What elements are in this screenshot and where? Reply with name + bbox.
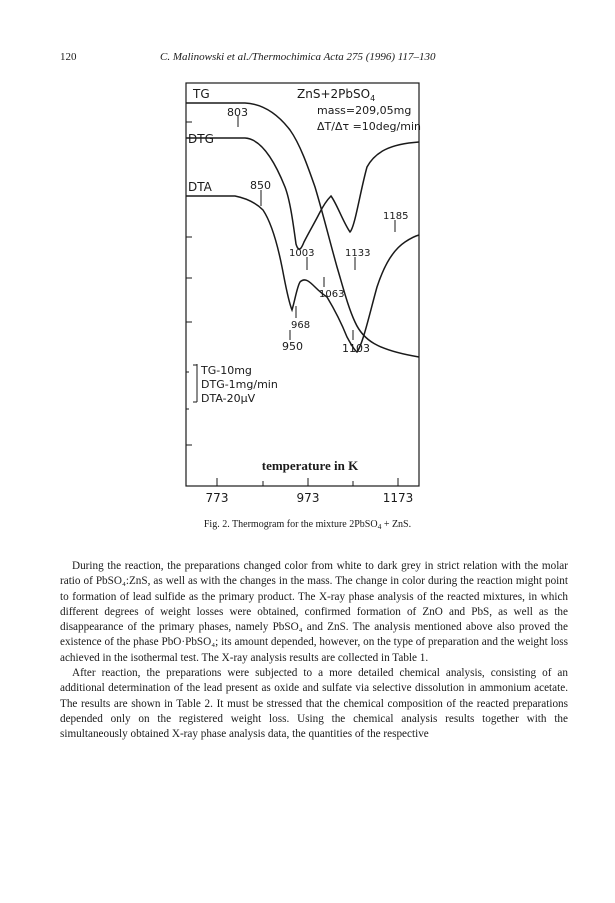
annotation-1103: 1103	[342, 342, 370, 355]
thermogram-svg	[185, 82, 423, 510]
paragraph: After reaction, the preparations were subjected to a more detailed chemical analysis, consisting of an additional determination of the lead present as oxide and sulfate via selective dissolution in ammonium acetate. The results are shown in Table 2. It must be stressed that the chemical composition of the reacted preparations depended only on the registered weight loss. Using the chemical analysis results together with the simultaneously obtained X-ray phase analysis data, the quantities of the respective	[60, 667, 568, 741]
tg-curve	[186, 103, 419, 357]
rate-label: ΔT/Δτ =10deg/min	[317, 120, 421, 133]
annotation-1185: 1185	[383, 211, 409, 222]
tg-label: TG	[193, 87, 210, 101]
annotation-850: 850	[250, 179, 271, 192]
page-number: 120	[60, 51, 77, 63]
annotation-950: 950	[282, 340, 303, 353]
dtg-label: DTG	[188, 132, 214, 146]
scale-tg: TG-10mg	[201, 364, 252, 377]
left-axis-ticks	[186, 122, 192, 445]
chart-title: ZnS+2PbSO$_4$	[297, 87, 376, 103]
annotation-803: 803	[227, 106, 248, 119]
scale-bracket	[193, 364, 197, 402]
running-head: C. Malinowski et al./Thermochimica Acta 275 (1996) 117–130	[160, 51, 436, 63]
body-text	[60, 559, 568, 743]
paragraph: During the reaction, the preparations changed color from white to dark grey in strict relation with the molar ratio of PbSO₄:ZnS, as well as with the changes in the mass. The change in color during the reaction might point to formation of lead sulfide as the primary product. The X-ray phase analysis of the reacted mixtures, in which different degrees of weight losses were obtained, confirmed formation of ZnO and PbS, as well as the disappearance of the primary phases, namely PbSO₄ and ZnS. The analysis mentioned above also proved the existence of the phase PbO·PbSO₄; its amount depended, however, on the type of preparation and the weight loss achieved in the isothermal test. The X-ray analysis results are collected in Table 1.	[60, 560, 568, 664]
annotation-968: 968	[291, 320, 311, 331]
scale-dta: DTA-20μV	[201, 392, 256, 405]
annotation-1003: 1003	[289, 248, 315, 259]
figure-caption: Fig. 2. Thermogram for the mixture 2PbSO$_4$ + ZnS.	[203, 519, 412, 531]
dta-label: DTA	[188, 180, 212, 194]
tick-773: 773	[205, 491, 229, 505]
thermogram-figure	[185, 82, 423, 510]
tick-973: 973	[296, 491, 320, 505]
annotation-1063: 1063	[319, 289, 345, 300]
annotation-1133: 1133	[345, 248, 371, 259]
bottom-axis-ticks	[217, 478, 398, 486]
mass-label: mass=209,05mg	[317, 104, 412, 117]
plot-frame	[186, 83, 419, 486]
scale-dtg: DTG-1mg/min	[201, 378, 278, 391]
tick-1173: 1173	[382, 491, 414, 505]
x-axis-label: temperature in K	[261, 458, 359, 473]
